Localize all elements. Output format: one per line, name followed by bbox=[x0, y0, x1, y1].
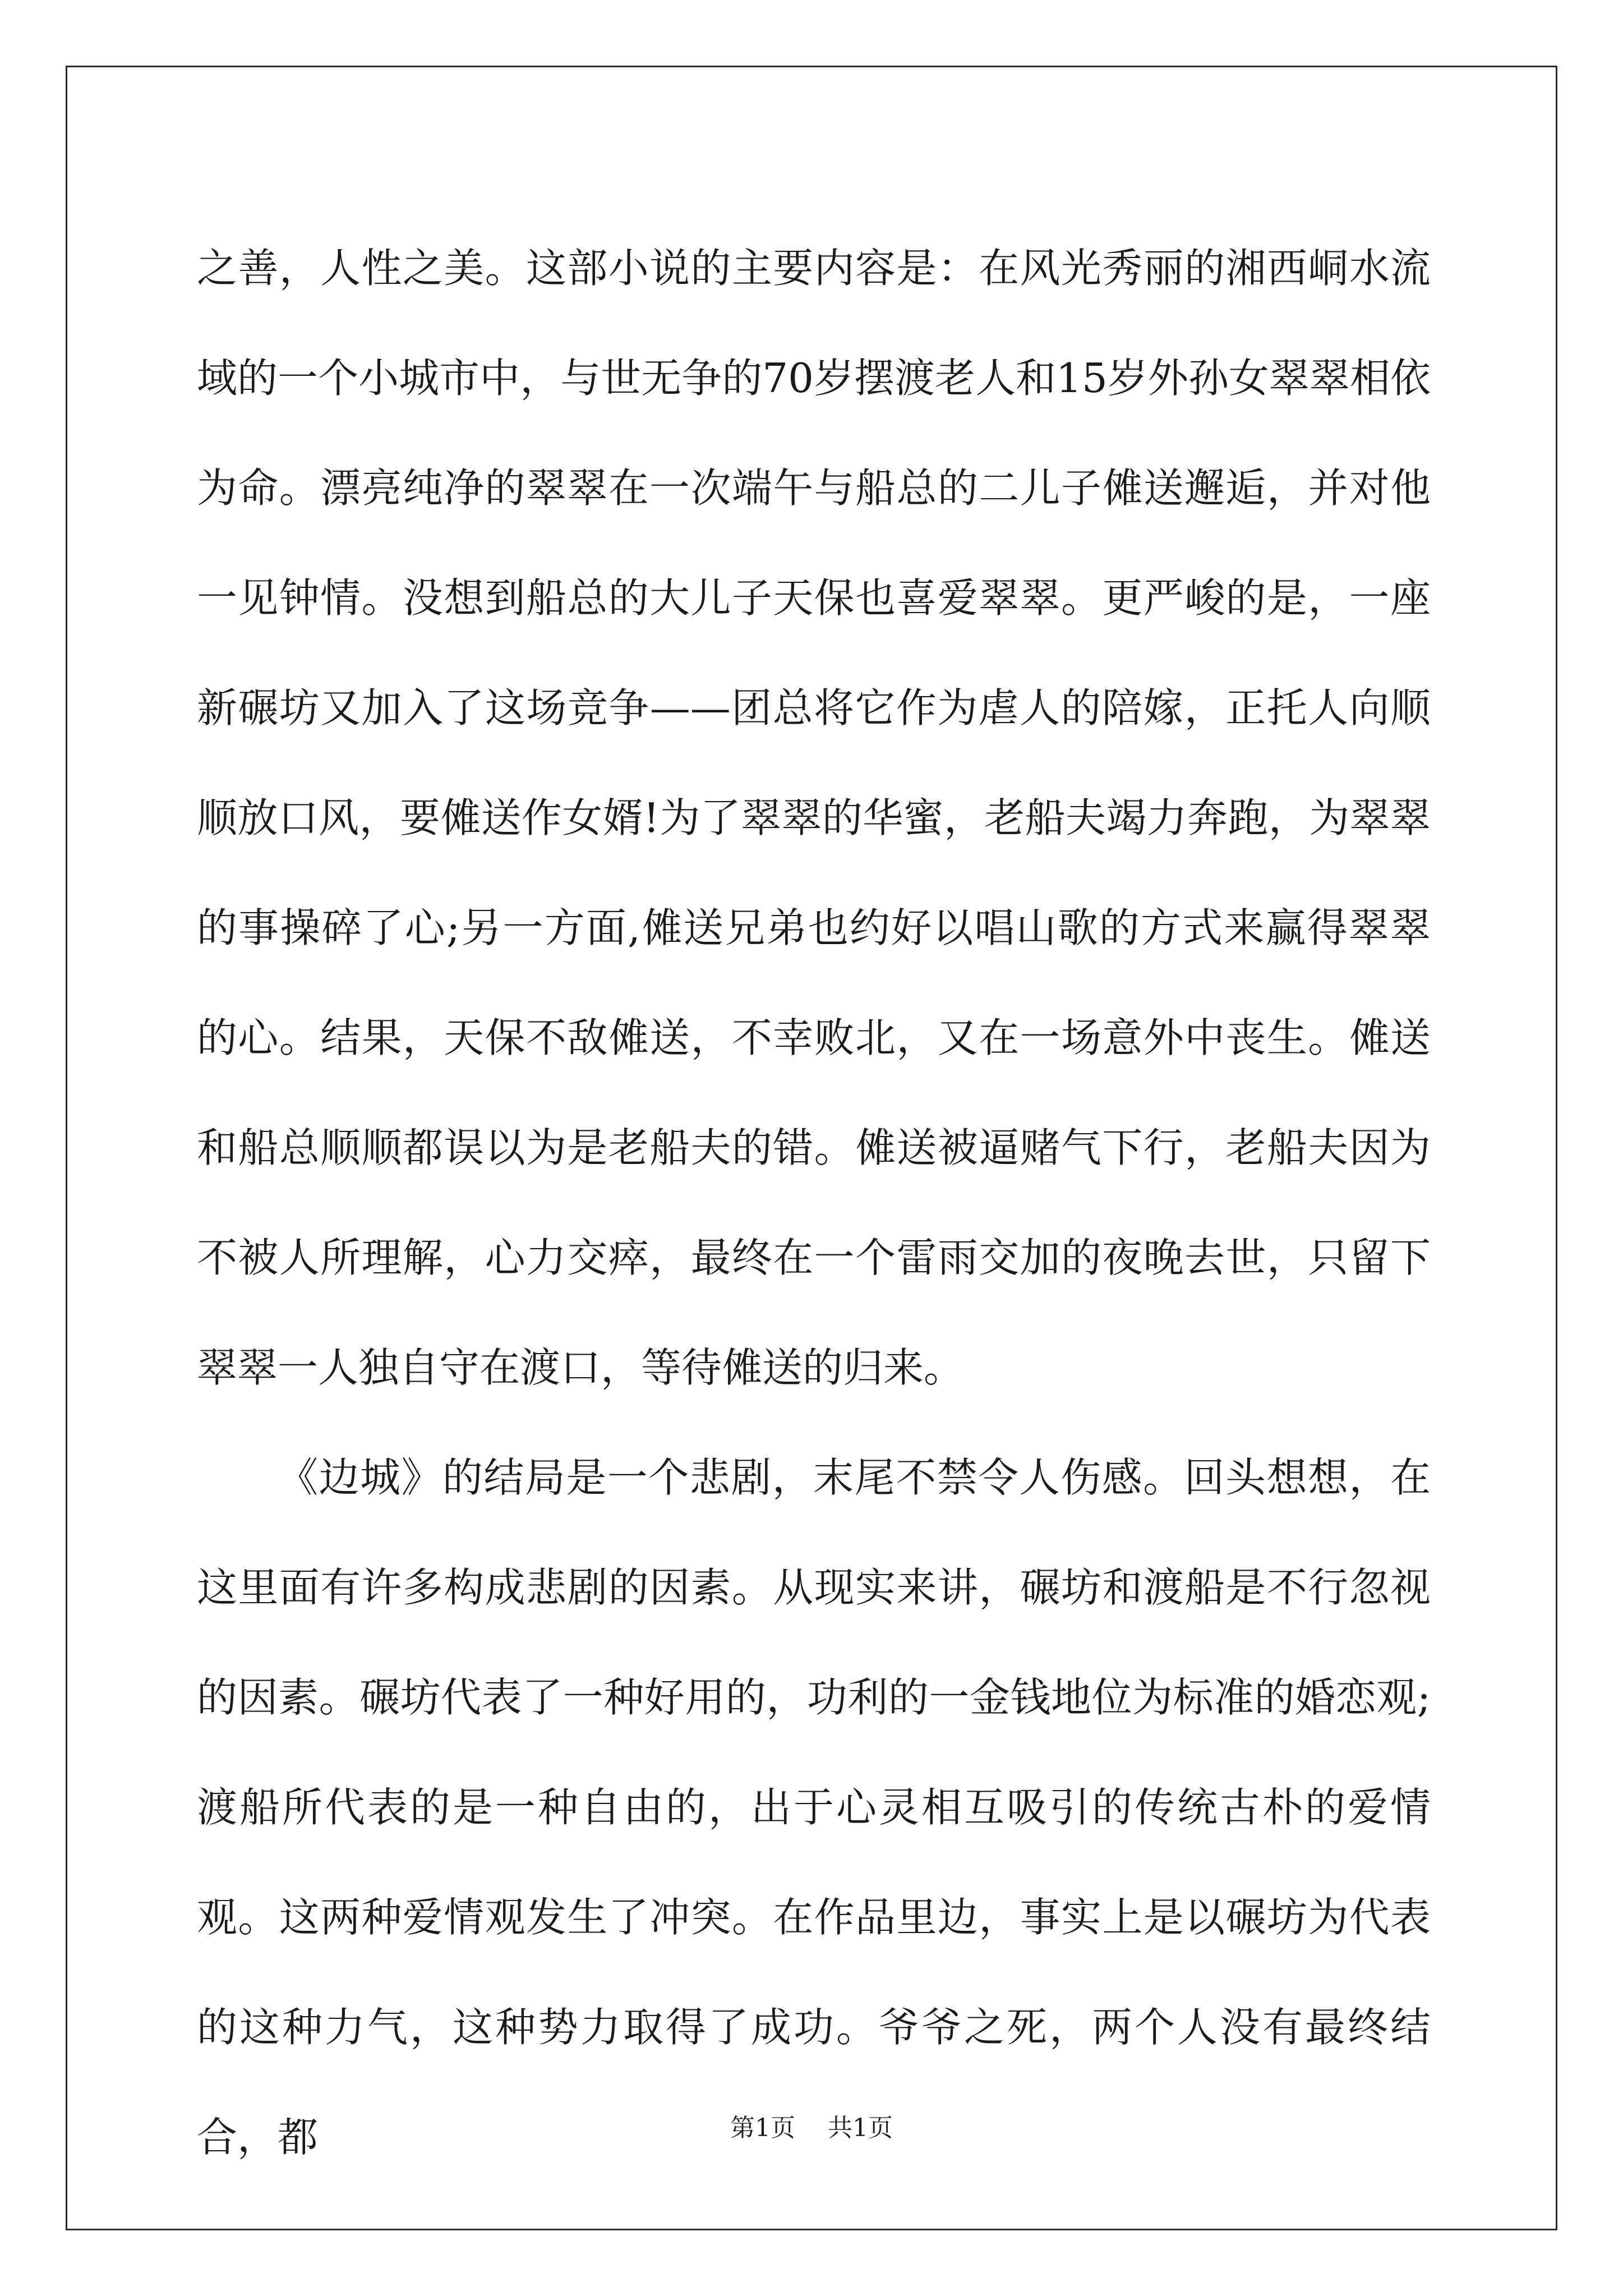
page-total: 共1页 bbox=[828, 2114, 893, 2142]
document-body bbox=[197, 213, 1431, 2192]
paragraph-1: 之善，人性之美。这部小说的主要内容是：在风光秀丽的湘西峒水流域的一个小城市中，与世无争的70岁摆渡老人和15岁外孙女翠翠相依为命。漂亮纯净的翠翠在一次端午与船总的二儿子傩送邂逅，并对他一见钟情。没想到船总的大儿子天保也喜爱翠翠。更严峻的是，一座新碾坊又加入了这场竞争——团总将它作为虐人的陪嫁，正托人向顺顺放口风，要傩送作女婿!为了翠翠的华蜜，老船夫竭力奔跑，为翠翠的事操碎了心;另一方面,傩送兄弟也约好以唱山歌的方式来赢得翠翠的心。结果，天保不敌傩送，不幸败北，又在一场意外中丧生。傩送和船总顺顺都误以为是老船夫的错。傩送被逼赌气下行，老船夫因为不被人所理解，心力交瘁，最终在一个雷雨交加的夜晚去世，只留下翠翠一人独自守在渡口，等待傩送的归来。 bbox=[197, 245, 1431, 1391]
page-footer bbox=[0, 2108, 1623, 2143]
paragraph-2: 《边城》的结局是一个悲剧，末尾不禁令人伤感。回头想想，在这里面有许多构成悲剧的因素。从现实来讲，碾坊和渡船是不行忽视的因素。碾坊代表了一种好用的，功利的一金钱地位为标准的婚恋观;渡船所代表的是一种自由的，出于心灵相互吸引的传统古朴的爱情观。这两种爱情观发生了冲突。在作品里边，事实上是以碾坊为代表的这种力气，这种势力取得了成功。爷爷之死，两个人没有最终结合，都 bbox=[197, 1454, 1431, 2161]
page-number: 第1页 bbox=[730, 2114, 795, 2142]
